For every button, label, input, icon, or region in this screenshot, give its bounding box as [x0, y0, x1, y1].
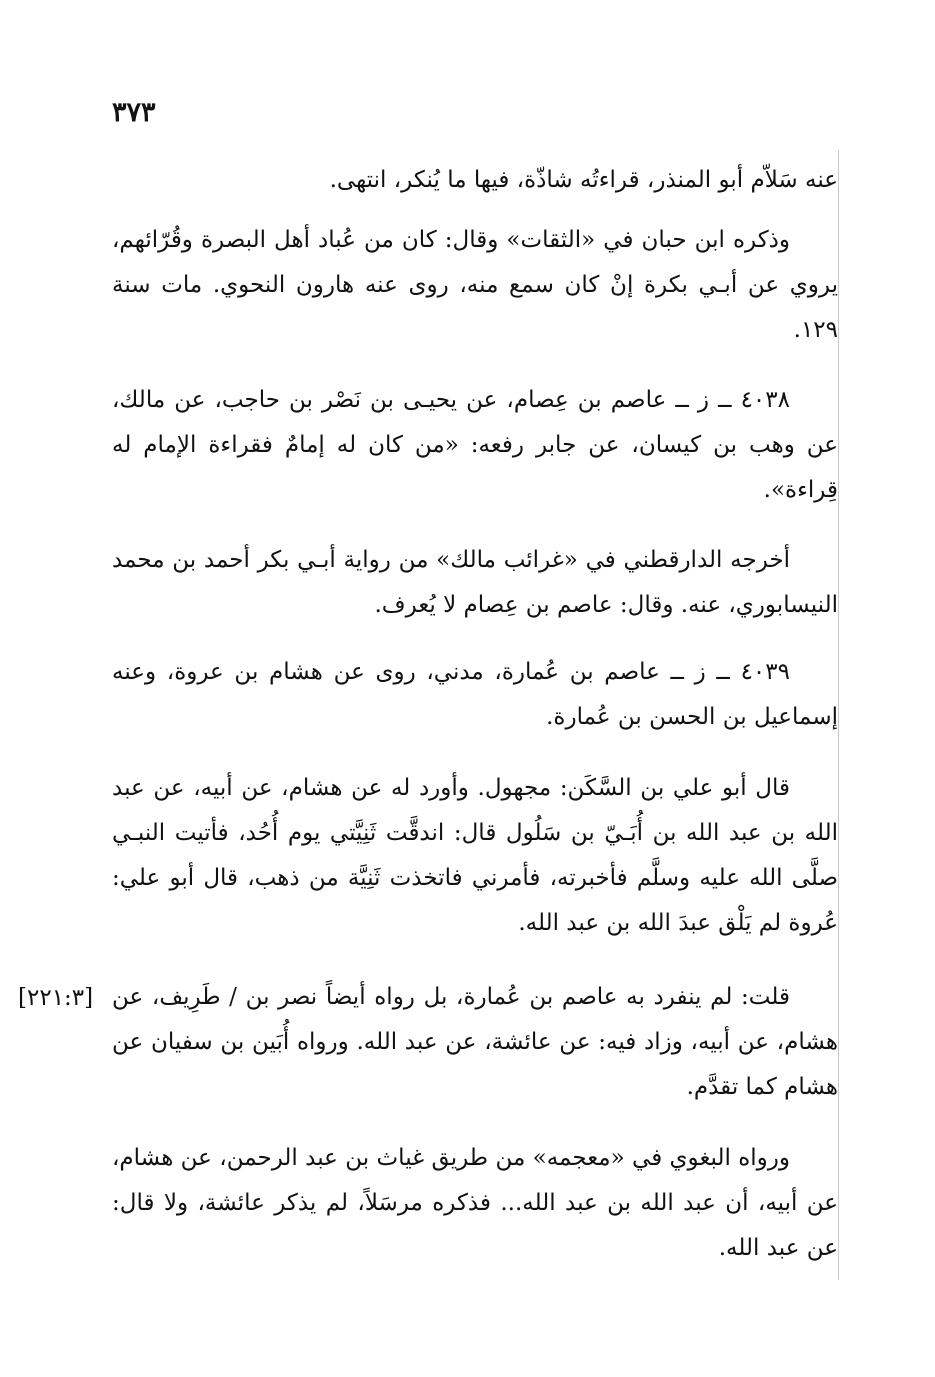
paragraph-1: عنه سَلاّم أبو المنذر، قراءتُه شاذّة، فيها ما يُنكر، انتهى. [329, 167, 838, 193]
paragraph-6: قال أبو علي بن السَّكَن: مجهول. وأورد له عن هشام، عن أبيه، عن عبد الله بن عبد الله بن أُبَـيّ بن سَلُول قال: اندقَّت ثَنِيَّتي يوم أُحُد، فأتيت النبـي صلَّى الله عليه وسلَّم فأخبرته، فأمرني فاتخذت ثَنِيَّة من ذهب، قال أبو علي: عُروة لم يَلْق عبدَ الله بن عبد الله. [112, 775, 838, 936]
paragraph-7: قلت: لم ينفرد به عاصم بن عُمارة، بل رواه أيضاً نصر بن / طَرِيف، عن هشام، عن أبيه، وزاد فيه: عن عائشة، عن عبد الله. ورواه أُبَين بن سفيان عن هشام كما تقدَّم. [112, 984, 838, 1100]
page-number: ٣٧٣ [112, 97, 156, 128]
page-gutter-line [838, 150, 839, 1280]
margin-volume-reference: [٢٢١:٣] [18, 985, 94, 1011]
entry-4039: ٤٠٣٩ ــ ز ــ عاصم بن عُمارة، مدني، روى عن هشام بن عروة، وعنه إسماعيل بن الحسن بن عُمارة. [112, 659, 838, 730]
entry-4038: ٤٠٣٨ ــ ز ــ عاصم بن عِصام، عن يحيـى بن نَصْر بن حاجب، عن مالك، عن وهب بن كيسان، عن جابر رفعه: «من كان له إمامٌ فقراءة الإمام له قِراءة». [112, 387, 838, 503]
paragraph-2: وذكره ابن حبان في «الثقات» وقال: كان من عُباد أهل البصرة وقُرّائهم، يروي عن أبـي بكرة إنْ كان سمع منه، روى عنه هارون النحوي. مات سنة ١٢٩. [112, 227, 838, 343]
paragraph-4: أخرجه الدارقطني في «غرائب مالك» من رواية أبـي بكر أحمد بن محمد النيسابوري، عنه. وقال: عاصم بن عِصام لا يُعرف. [112, 547, 838, 618]
paragraph-8: ورواه البغوي في «معجمه» من طريق غياث بن عبد الرحمن، عن هشام، عن أبيه، أن عبد الله بن عبد الله... فذكره مرسَلاً، لم يذكر عائشة، ولا قال: عن عبد الله. [112, 1145, 838, 1261]
